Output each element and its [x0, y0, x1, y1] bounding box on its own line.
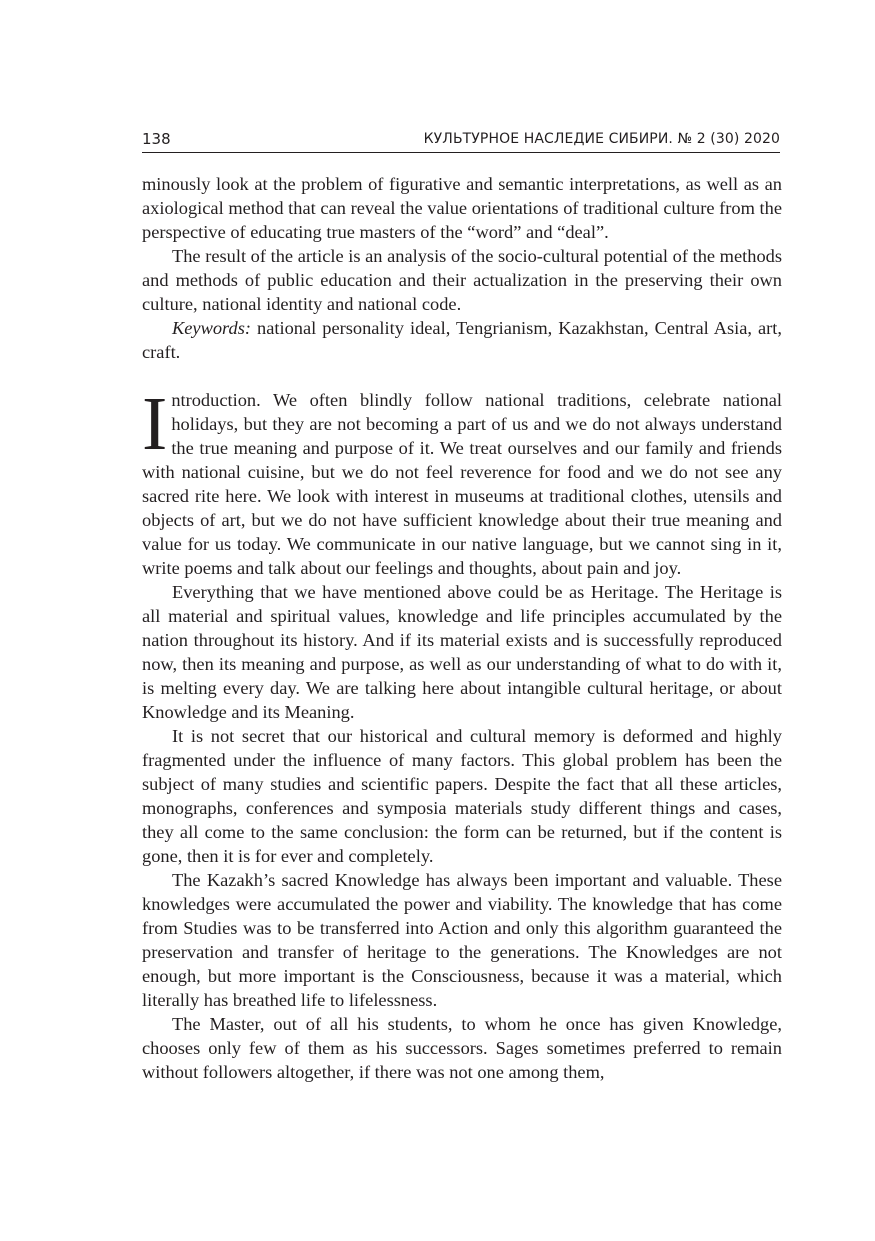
- page-number: 138: [142, 130, 171, 148]
- abstract-paragraph: minously look at the problem of figurative and semantic interpretations, as well as an axiological method that can reveal the value orientations of traditional culture from the perspective of educating true masters of the “word” and “deal”.: [142, 174, 782, 242]
- article-body: [142, 172, 782, 1084]
- heritage-paragraph: Everything that we have mentioned above could be as Heritage. The Heritage is all material and spiritual values, knowledge and life principles accumulated by the nation throughout its history. And if its material exists and is successfully reproduced now, then its meaning and purpose, as well as our understanding of what to do with it, is melting every day. We are talking here about intangible cultural heritage, or about Knowledge and its Meaning.: [142, 582, 782, 722]
- master-paragraph: The Master, out of all his students, to whom he once has given Knowledge, chooses only few of them as his successors. Sages sometimes preferred to remain without followers altogether, if there was not one among them,: [142, 1014, 782, 1082]
- introduction-paragraph: [142, 382, 782, 580]
- abstract-result-paragraph: The result of the article is an analysis of the socio-cultural potential of the methods and methods of public education and their actualization in the preserving their own culture, national identity and national code.: [142, 246, 782, 314]
- keywords-label: Keywords:: [172, 318, 252, 338]
- memory-paragraph: It is not secret that our historical and cultural memory is deformed and highly fragmented under the influence of many factors. This global problem has been the subject of many studies and scientific papers. Despite the fact that all these articles, monographs, conferences and symposia materials study different things and cases, they all come to the same conclusion: the form can be returned, but if the content is gone, then it is for ever and completely.: [142, 726, 782, 866]
- keywords-text: national personality ideal, Tengrianism, Kazakhstan, Central Asia, art, craft.: [142, 318, 782, 362]
- drop-cap: I: [142, 382, 168, 466]
- introduction-text: ntroduction. We often blindly follow national traditions, celebrate national holidays, but they are not becoming a part of us and we do not always understand the true meaning and purpose of it. We treat ourselves and our family and friends with national cuisine, but we do not feel reverence for food and we do not see any sacred rite here. We look with interest in museums at traditional clothes, utensils and objects of art, but we do not have sufficient knowledge about their true meaning and value for us today. We communicate in our native language, but we cannot sing in it, write poems and talk about our feelings and thoughts, about pain and joy.: [142, 390, 782, 578]
- knowledge-paragraph: The Kazakh’s sacred Knowledge has always been important and valuable. These knowledges were accumulated the power and viability. The knowledge that has come from Studies was to be transferred into Action and only this algorithm guaranteed the preservation and transfer of heritage to the generations. The Knowledges are not enough, but more important is the Consciousness, because it was a material, which literally has breathed life to lifelessness.: [142, 870, 782, 1010]
- running-header: [142, 128, 780, 153]
- running-title: КУЛЬТУРНОЕ НАСЛЕДИЕ СИБИРИ. № 2 (30) 2020: [423, 131, 780, 147]
- keywords-paragraph: [142, 316, 782, 364]
